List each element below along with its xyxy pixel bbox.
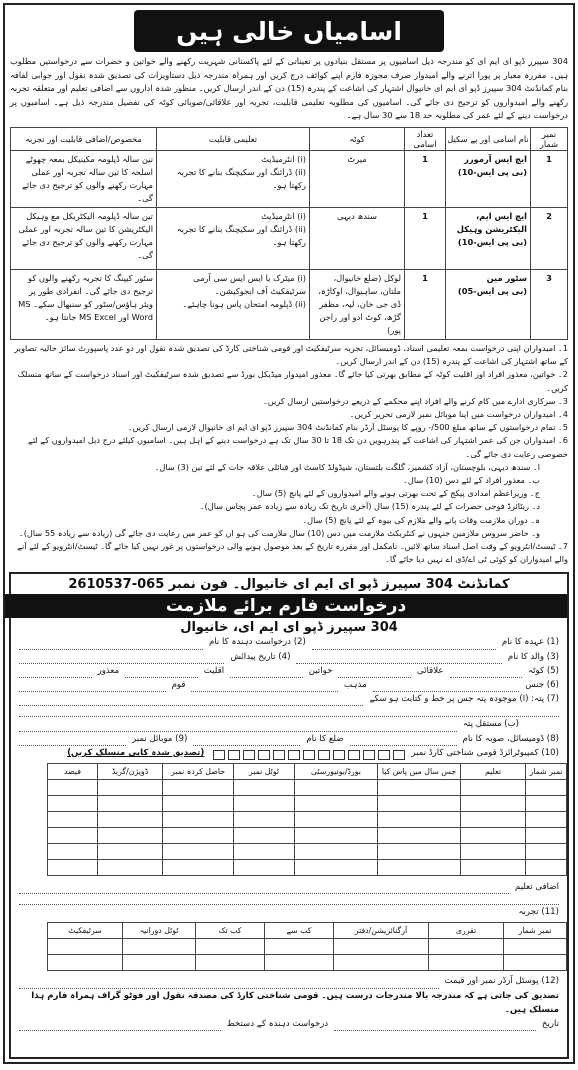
row-qualification: (i) انٹرمیڈیٹ (ii) ڈرائنگ اور سکیچنگ بنانے کا تجربہ رکھتا ہو۔ bbox=[157, 150, 310, 207]
job-advertisement bbox=[3, 3, 575, 1064]
cnic-digit-box[interactable] bbox=[288, 750, 300, 760]
table-row[interactable] bbox=[48, 812, 567, 828]
field-post-name[interactable] bbox=[11, 635, 567, 649]
table-row[interactable] bbox=[48, 955, 567, 971]
post-name: ایچ ایس آرمورر bbox=[464, 153, 527, 164]
table-row bbox=[11, 207, 568, 269]
table-row[interactable] bbox=[48, 860, 567, 876]
address-continuation-input[interactable] bbox=[19, 706, 559, 717]
cnic-digit-box[interactable] bbox=[258, 750, 270, 760]
education-table[interactable] bbox=[47, 763, 567, 876]
table-row[interactable] bbox=[48, 796, 567, 812]
field-label: (12) پوسٹل آرڈر نمبر اور قیمت bbox=[444, 976, 559, 987]
col-sn: نمبر شمار bbox=[531, 127, 568, 150]
quota-option[interactable]: معذور bbox=[97, 665, 120, 676]
post-name: سٹور مین bbox=[486, 272, 527, 283]
row-quota: میرٹ bbox=[310, 150, 405, 207]
field-label: (5) کوٹہ bbox=[528, 665, 559, 676]
col-qualification: تعلیمی قابلیت bbox=[157, 127, 310, 150]
posts-table bbox=[10, 127, 568, 340]
field-label: (ب) مستقل پتہ bbox=[463, 719, 519, 730]
exp-col: سرٹیفکیٹ bbox=[48, 923, 123, 939]
declaration bbox=[11, 989, 567, 1017]
cnic-digit-box[interactable] bbox=[213, 750, 225, 760]
col-post: نام اسامی اور پے سکیل bbox=[446, 127, 531, 150]
exp-col: آرگنائزیشن/دفتر bbox=[334, 923, 429, 939]
intro-paragraph: 304 سپیرز ڈپو ای ایم ای کو مندرجہ ذیل اسامیوں پر مستقل بنیادوں پر تعیناتی کے لئے پاکستانی شہریت رکھنے والے خواتین و حضرات سے درخواستیں مطلوب ہیں۔ مقررہ معیار پر پورا اترنے والے امیدوار صرف مجوزہ فارم اپنے کوائف درج کریں اور ہمراہ مندرجہ ذیل دستاویزات کی تصدیق شدہ نقول اور جوابی لفافہ بنام کمانڈنٹ 304 سپیرز ڈپو ای ایم ای خانیوال اشتہار کی اشاعت کے پندرہ (15) دن کے اندر ارسال کریں۔ منظور شدہ اداروں سے اضافی تعلیم اور متعلقہ تجربہ رکھنے والے امیدواروں کو ترجیح دی جائے گی۔ اسامیوں کی مطلوبہ تعلیمی قابلیت، تجربہ اور علاقائی/صوبائی کوٹہ کی تفصیل مندرجہ ذیل ہے۔ اسامیوں پر درخواست دینے کے لئے عمر کی مطلوبہ حد 18 سے 30 سال ہے۔ bbox=[10, 56, 569, 121]
notes-section bbox=[5, 340, 573, 566]
row-qualification: (i) انٹرمیڈیٹ (ii) ڈرائنگ اور سکیچنگ بنانے کا تجربہ رکھتا ہو۔ bbox=[157, 207, 310, 269]
row-qualification: (i) میٹرک یا ایس ایس سی آرمی سرٹیفکیٹ آف ایجوکیشن۔ (ii) ڈپلومہ امتحان پاس ہونا چاہئے۔ bbox=[157, 269, 310, 339]
table-row[interactable] bbox=[48, 828, 567, 844]
note-item: 7۔ ٹیسٹ/انٹرویو کے وقت اصل اسناد ساتھ لائیں۔ نامکمل اور مقررہ تاریخ کے بعد موصول ہونے والی درخواستوں پر غور نہیں کیا جائے گا۔ ٹیسٹ/انٹرویو کے لئے آنے والے امیدواران کو کوئی ٹی اے/ڈی اے نہیں دیا جائے گا۔ bbox=[17, 541, 568, 565]
signature-input[interactable] bbox=[19, 1020, 221, 1031]
post-name: ایچ ایس ایم، الیکٹریشن وہیکل bbox=[456, 210, 527, 234]
note-item: 4۔ امیدواران درخواست میں اپنا موبائل نمبر لازمی تحریر کریں۔ bbox=[349, 408, 568, 419]
district-input[interactable] bbox=[193, 735, 300, 746]
field-experience-label bbox=[11, 905, 567, 919]
quota-option[interactable]: خواتین bbox=[308, 665, 333, 676]
field-extra-education-line[interactable] bbox=[11, 894, 567, 905]
quota-option-blank[interactable] bbox=[230, 667, 303, 678]
subnote-item: ج۔ وزیراعظم امدادی پیکج کے تحت بھرتی ہونے والے امیدواروں کے لئے پانچ (5) سال۔ bbox=[251, 488, 540, 499]
note-item: 1۔ امیدواران اپنی درخواست بمعہ تعلیمی اسناد، ڈومیسائل، تجربہ سرٹیفکیٹ اور قومی شناختی کارڈ کی تصدیق شدہ نقول اور دو عدد پاسپورٹ سائز حالیہ تصاویر کے ساتھ اشتہار کی اشاعت کے پندرہ (15) دن کے اندر ارسال کریں۔ bbox=[14, 342, 568, 367]
field-label: ضلع کا نام bbox=[306, 733, 344, 744]
edu-col: حاصل کردہ نمبر bbox=[163, 764, 234, 780]
cnic-boxes[interactable] bbox=[210, 750, 405, 760]
field-label: (8) ڈومیسائل، صوبہ کا نام bbox=[462, 733, 559, 744]
exp-col: نمبر شمار bbox=[504, 923, 567, 939]
contact-line: کمانڈنٹ 304 سپیرز ڈپو ای ایم ای خانیوال۔ فون نمبر 065-2610537 bbox=[68, 577, 510, 593]
row-sn: 1 bbox=[531, 150, 568, 207]
cnic-digit-box[interactable] bbox=[318, 750, 330, 760]
field-label: (2) درخواست دہندہ کا نام bbox=[208, 637, 306, 648]
quota-option-blank[interactable] bbox=[338, 667, 411, 678]
field-label: (10) کمپیوٹرائزڈ قومی شناختی کارڈ نمبر bbox=[411, 747, 559, 758]
table-row[interactable] bbox=[48, 939, 567, 955]
field-gender[interactable] bbox=[11, 678, 567, 692]
field-label: تاریخ bbox=[541, 1019, 559, 1030]
religion-input[interactable] bbox=[191, 681, 338, 692]
row-count: 1 bbox=[405, 207, 446, 269]
gender-input[interactable] bbox=[373, 681, 520, 692]
note-item: 6۔ امیدواران جن کی عمر اشتہار کی اشاعت کے پندرہویں دن تک 18 تا 30 سال تک ہے درخواست دینے کے اہل ہیں۔ اسامیوں کیلئے درج ذیل امیدواروں کے لئے خصوصی رعایت دی جائے گی۔ bbox=[28, 435, 568, 459]
subnote-item: ب۔ معذور افراد کے لئے دس (10) سال۔ bbox=[403, 475, 540, 485]
cnic-digit-box[interactable] bbox=[243, 750, 255, 760]
table-row[interactable] bbox=[48, 780, 567, 796]
field-address-line[interactable] bbox=[11, 706, 567, 717]
row-extra: تین سالہ ڈپلومہ مکینیکل بمعہ چھوٹے اسلحہ کا تین سالہ تجربہ اور عملی مہارت رکھنے والوں کو ترجیح دی جائے گی۔ bbox=[11, 150, 157, 207]
field-quota[interactable] bbox=[11, 664, 567, 678]
row-post bbox=[446, 150, 531, 207]
field-label: (9) موبائل نمبر bbox=[132, 733, 188, 744]
subnote-item: ا۔ سندھ دیہی، بلوچستان، آزاد کشمیر، گلگت بلتستان، شیڈولڈ کاسٹ اور قبائلی علاقہ جات کے لئے تین (3) سال۔ bbox=[154, 461, 540, 472]
cnic-digit-box[interactable] bbox=[393, 750, 405, 760]
field-label: قوم bbox=[171, 680, 186, 691]
field-father-name[interactable] bbox=[11, 650, 567, 664]
postal-order-input[interactable] bbox=[19, 978, 439, 989]
experience-table[interactable] bbox=[47, 922, 567, 971]
exp-col: تقرری bbox=[429, 923, 504, 939]
father-name-input[interactable] bbox=[296, 653, 501, 664]
field-date-signature[interactable] bbox=[11, 1017, 567, 1031]
cnic-digit-box[interactable] bbox=[363, 750, 375, 760]
edu-col: جس سال میں پاس کیا bbox=[378, 764, 461, 780]
row-sn: 3 bbox=[531, 269, 568, 339]
post-scale: (بی پی ایس-05) bbox=[457, 285, 527, 296]
row-count: 1 bbox=[405, 269, 446, 339]
exp-col: کب تک bbox=[196, 923, 265, 939]
subnote-item: د۔ ریٹائرڈ فوجی حضرات کے لئے پندرہ (15) سال (آخری تاریخ تک زیادہ سے زیادہ عمر پچاس سال)۔ bbox=[199, 501, 540, 512]
current-address-input[interactable] bbox=[19, 695, 363, 706]
mobile-input[interactable] bbox=[19, 735, 126, 746]
extra-education-input[interactable] bbox=[19, 883, 509, 894]
permanent-address-input[interactable] bbox=[19, 721, 457, 732]
post-scale: (بی پی ایس-10) bbox=[457, 166, 527, 177]
field-cnic[interactable] bbox=[11, 746, 567, 760]
field-postal-order[interactable] bbox=[11, 974, 567, 988]
quota-option[interactable]: اقلیت bbox=[203, 665, 225, 676]
declaration-text: تصدیق کی جاتی ہے کہ مندرجہ بالا مندرجات درست ہیں۔ قومی شناختی کارڈ کی مصدقہ نقول اور فوٹو گراف ہمراہ فارم ہذا منسلک ہیں۔ bbox=[31, 990, 559, 1015]
field-label: مذہب bbox=[344, 680, 367, 691]
applicant-name-input[interactable] bbox=[19, 639, 203, 650]
field-address[interactable] bbox=[11, 692, 567, 706]
exp-col: ٹوٹل دورانیہ bbox=[123, 923, 196, 939]
caste-input[interactable] bbox=[19, 681, 166, 692]
col-count: تعداد اسامی bbox=[405, 127, 446, 150]
field-label: (11) تجربہ bbox=[518, 907, 559, 918]
row-count: 1 bbox=[405, 150, 446, 207]
vacancies-banner: اسامیاں خالی ہیں bbox=[134, 10, 444, 52]
cnic-digit-box[interactable] bbox=[333, 750, 345, 760]
row-quota: سندھ دیہی bbox=[310, 207, 405, 269]
row-post bbox=[446, 269, 531, 339]
form-title: درخواست فارم برائے ملازمت bbox=[5, 594, 567, 618]
extra-education-line-input[interactable] bbox=[19, 894, 559, 905]
row-quota: لوکل (ضلع خانیوال، ملتان، ساہیوال، اوکاڑہ، ڈی جی خان، لیہ، مظفر گڑھ، کوٹ ادو اور راجن پور) bbox=[310, 269, 405, 339]
edu-col: بورڈ/یونیورسٹی bbox=[295, 764, 378, 780]
table-row bbox=[11, 150, 568, 207]
table-row[interactable] bbox=[48, 844, 567, 860]
form-subtitle: 304 سپیرز ڈپو ای ایم ای، خانیوال bbox=[180, 620, 398, 636]
cnic-digit-box[interactable] bbox=[228, 750, 240, 760]
row-sn: 2 bbox=[531, 207, 568, 269]
quota-option[interactable]: علاقائی bbox=[416, 665, 444, 676]
field-label: (4) تاریخ پیدائش bbox=[230, 651, 291, 662]
field-label: درخواست دہندہ کے دستخط bbox=[226, 1019, 329, 1030]
cnic-digit-box[interactable] bbox=[348, 750, 360, 760]
edu-col: ٹوٹل نمبر bbox=[234, 764, 295, 780]
cnic-digit-box[interactable] bbox=[378, 750, 390, 760]
field-label: (6) جنس bbox=[525, 680, 559, 691]
field-label: (1) عہدہ کا نام bbox=[501, 637, 559, 648]
table-row bbox=[11, 269, 568, 339]
application-form bbox=[9, 572, 569, 1059]
field-domicile[interactable] bbox=[11, 732, 567, 746]
subnote-item: و۔ حاضر سروس ملازمین جنہوں نے کنٹریکٹ ملازمت میں دس (10) سال ملازمت کی ہو ان کو عمر میں رعایت دی جائے گی (زیادہ سے زیادہ 55 سال)۔ bbox=[18, 527, 540, 538]
post-name-input[interactable] bbox=[312, 639, 496, 650]
row-extra: تین سالہ ڈپلومہ الیکٹریکل مع وہیکل الیکٹریشن کا تین سالہ تجربہ اور عملی مہارت رکھنے والوں کو ترجیح دی جائے گی۔ bbox=[11, 207, 157, 269]
col-quota: کوٹہ bbox=[310, 127, 405, 150]
quota-input[interactable] bbox=[450, 667, 523, 678]
field-label: (3) والد کا نام bbox=[507, 651, 559, 662]
edu-col: تعلیم bbox=[461, 764, 526, 780]
dob-input[interactable] bbox=[19, 653, 224, 664]
field-extra-education[interactable] bbox=[11, 880, 567, 894]
field-permanent-address[interactable] bbox=[11, 717, 567, 731]
edu-col: ڈویژن/گریڈ bbox=[98, 764, 163, 780]
province-input[interactable] bbox=[350, 735, 457, 746]
note-item: 2۔ خواتین، معذور افراد اور اقلیت کوٹہ کے مطابق بھرتی کیا جائے گا۔ معذور امیدوار میڈیکل بورڈ سے تصدیق شدہ سرٹیفکیٹ اور اسناد درخواست کے ساتھ منسلک کریں۔ bbox=[17, 369, 568, 393]
subnote-item: ہ۔ دوران ملازمت وفات پانے والے ملازم کی بیوہ کے لئے پانچ (5) سال۔ bbox=[302, 514, 540, 525]
quota-option-blank[interactable] bbox=[125, 667, 198, 678]
cnic-digit-box[interactable] bbox=[273, 750, 285, 760]
quota-option-blank[interactable] bbox=[19, 667, 92, 678]
date-input[interactable] bbox=[334, 1020, 536, 1031]
cnic-digit-box[interactable] bbox=[303, 750, 315, 760]
row-extra: سٹور کیپنگ کا تجربہ رکھنے والوں کو ترجیح دی جائے گی۔ انفرادی طور پر ویئر ہاؤس/سٹور کو سنبھال سکے۔ MS Word اور MS Excel جانتا ہو۔ bbox=[11, 269, 157, 339]
note-item: 5۔ تمام درخواستوں کے ساتھ مبلغ 500/- روپے کا پوسٹل آرڈر بنام کمانڈنٹ 304 سپیرز ڈپو ای ایم ای خانیوال لازمی ارسال کریں۔ bbox=[127, 422, 568, 433]
edu-col: فیصد bbox=[48, 764, 98, 780]
note-item: 3۔ سرکاری ادارے میں کام کرنے والے افراد اپنے محکمے کے ذریعے درخواستیں ارسال کریں۔ bbox=[262, 395, 568, 406]
cnic-note: (تصدیق شدہ کاپی منسلک کریں) bbox=[67, 747, 205, 758]
col-extra: مخصوص/اضافی قابلیت اور تجربہ bbox=[11, 127, 157, 150]
edu-col: نمبر شمار bbox=[526, 764, 567, 780]
exp-col: کب سے bbox=[265, 923, 334, 939]
row-post bbox=[446, 207, 531, 269]
field-label: (7) پتہ: (ا) موجودہ پتہ جس پر خط و کتابت ہو سکے bbox=[369, 694, 559, 705]
post-scale: (بی پی ایس-10) bbox=[457, 236, 527, 247]
field-label: اضافی تعلیم bbox=[514, 882, 559, 893]
